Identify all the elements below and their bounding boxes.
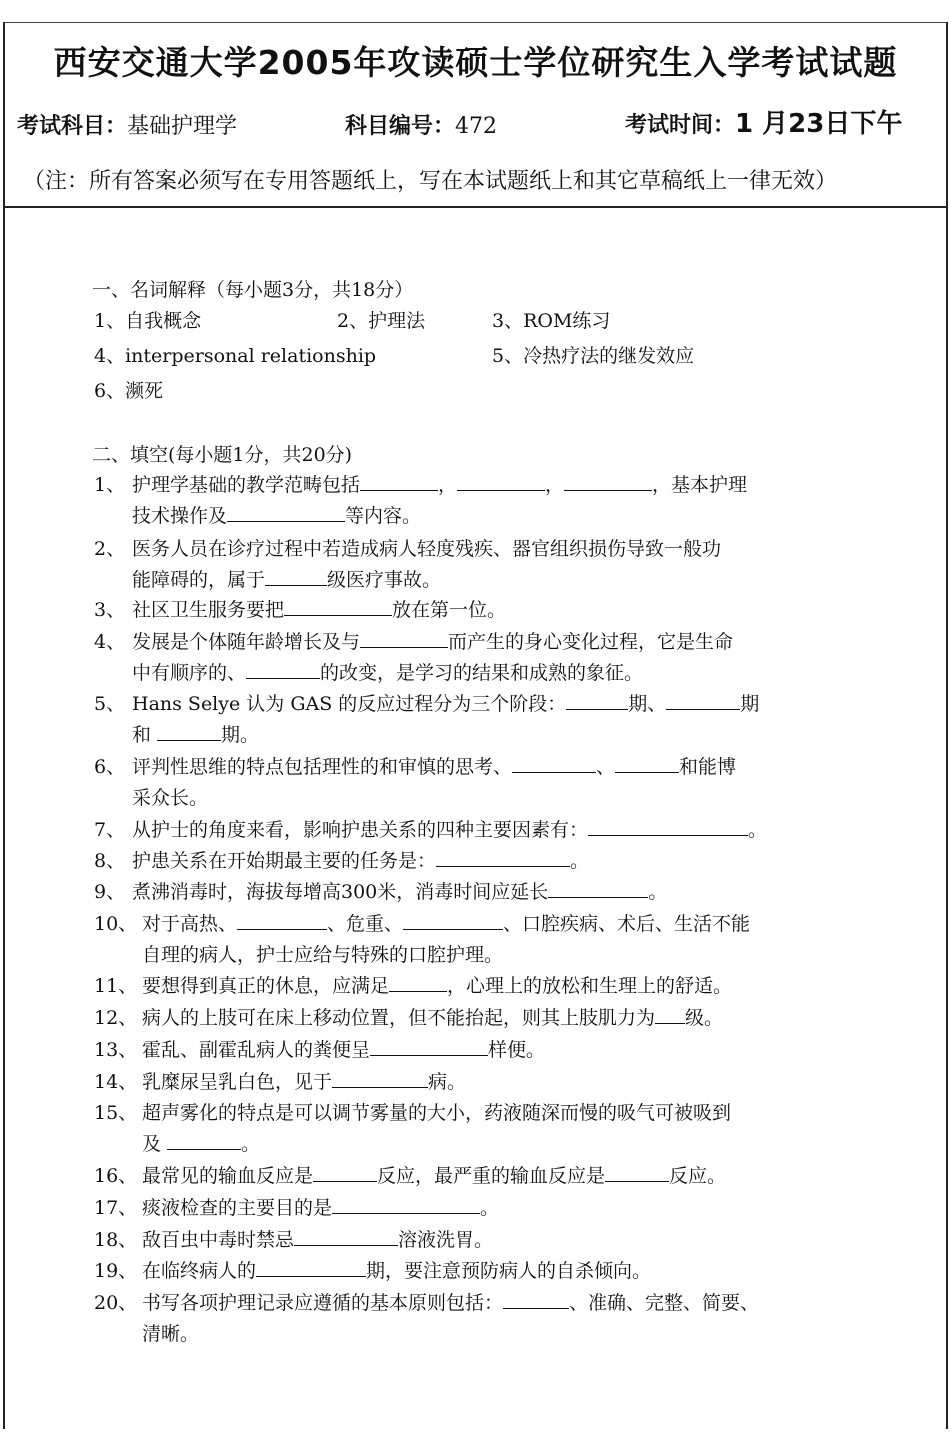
term-2: 2、护理法: [337, 310, 426, 332]
term-6: 6、濒死: [94, 380, 164, 402]
time-field: [625, 103, 902, 140]
question-10: [94, 909, 834, 971]
question-number: 15、: [94, 1102, 138, 1124]
code-value: 472: [455, 114, 498, 139]
question-number: 11、: [94, 975, 138, 997]
question-number: 10、: [94, 913, 138, 935]
question-text: 书写各项护理记录应遵循的基本原则包括： 、准确、完整、简要、 清晰。: [142, 1288, 832, 1350]
question-4: [94, 627, 834, 689]
code-label: 科目编号：: [345, 114, 456, 139]
question-number: 2、: [94, 538, 126, 560]
section2-heading: 二、填空(每小题1分，共20分): [92, 444, 353, 466]
question-number: 12、: [94, 1007, 138, 1029]
question-text: 病人的上肢可在床上移动位置，但不能抬起，则其上肢肌力为 级。: [142, 1003, 832, 1034]
question-number: 7、: [94, 819, 126, 841]
question-text: 护理学基础的教学范畴包括 ， ， ，基本护理 技术操作及 等内容。: [132, 470, 832, 532]
subject-label: 考试科目：: [17, 114, 128, 139]
subject-field: [17, 109, 237, 140]
question-20: [94, 1288, 834, 1350]
question-text: 敌百虫中毒时禁忌 溶液洗胃。: [142, 1225, 832, 1256]
question-text: 社区卫生服务要把 放在第一位。: [132, 595, 832, 626]
question-number: 19、: [94, 1260, 138, 1282]
question-number: 13、: [94, 1039, 138, 1061]
time-value: 1 月23日下午: [735, 109, 903, 139]
question-text: 对于高热、 、危重、 、口腔疾病、术后、生活不能 自理的病人，护士应给与特殊的口腔护理。: [142, 909, 832, 971]
term-5: 5、冷热疗法的继发效应: [492, 345, 695, 367]
question-number: 14、: [94, 1071, 138, 1093]
exam-note: （注：所有答案必须写在专用答题纸上，写在本试题纸上和其它草稿纸上一律无效）: [23, 169, 838, 194]
question-text: 医务人员在诊疗过程中若造成病人轻度残疾、器官组织损伤导致一般功 能障碍的，属于 级医疗事故。: [132, 538, 722, 591]
code-field: [345, 109, 497, 140]
question-text: Hans Selye 认为 GAS 的反应过程分为三个阶段： 期、 期 和 期。: [132, 689, 832, 751]
question-number: 5、: [94, 693, 126, 715]
term-3: 3、ROM练习: [492, 310, 611, 332]
question-number: 9、: [94, 881, 126, 903]
question-number: 20、: [94, 1292, 138, 1314]
time-label: 考试时间：: [625, 113, 736, 138]
question-text: 要想得到真正的休息，应满足 ，心理上的放松和生理上的舒适。: [142, 971, 832, 1002]
question-6: [94, 752, 834, 814]
question-text: 最常见的输血反应是 反应，最严重的输血反应是 反应。: [142, 1161, 832, 1192]
question-15: [94, 1098, 834, 1160]
question-text: 评判性思维的特点包括理性的和审慎的思考、 、 和能博 采众长。: [132, 752, 832, 814]
question-2: [94, 534, 834, 596]
question-number: 17、: [94, 1197, 138, 1219]
question-number: 18、: [94, 1229, 138, 1251]
question-number: 6、: [94, 756, 126, 778]
question-text: 痰液检查的主要目的是 。: [142, 1193, 832, 1224]
question-number: 8、: [94, 850, 126, 872]
question-text: 从护士的角度来看，影响护患关系的四种主要因素有： 。: [132, 815, 832, 846]
exam-title: 西安交通大学2005年攻读硕士学位研究生入学考试试题: [53, 43, 898, 82]
question-5: [94, 689, 834, 751]
question-text: 发展是个体随年龄增长及与 而产生的身心变化过程，它是生命 中有顺序的、 的改变，是学习的结果和成熟的象征。: [132, 627, 832, 689]
question-text: 乳糜尿呈乳白色，见于 病。: [142, 1067, 832, 1098]
question-text: 霍乱、副霍乱病人的粪便呈 样便。: [142, 1035, 832, 1066]
question-text: 护患关系在开始期最主要的任务是： 。: [132, 846, 832, 877]
question-text: 在临终病人的 期，要注意预防病人的自杀倾向。: [142, 1256, 832, 1287]
question-1: [94, 470, 834, 532]
section1-heading: 一、名词解释（每小题3分，共18分）: [92, 279, 414, 301]
subject-value: 基础护理学: [127, 114, 238, 139]
question-text: 煮沸消毒时，海拔每增高300米，消毒时间应延长 。: [132, 877, 832, 908]
question-number: 4、: [94, 631, 126, 653]
question-text: 超声雾化的特点是可以调节雾量的大小，药液随深而慢的吸气可被吸到 及 。: [142, 1102, 732, 1155]
term-1: 1、自我概念: [94, 310, 202, 332]
question-number: 1、: [94, 474, 126, 496]
term-4: 4、interpersonal relationship: [94, 345, 377, 367]
question-number: 16、: [94, 1165, 138, 1187]
question-number: 3、: [94, 599, 126, 621]
header-divider: [5, 206, 946, 208]
